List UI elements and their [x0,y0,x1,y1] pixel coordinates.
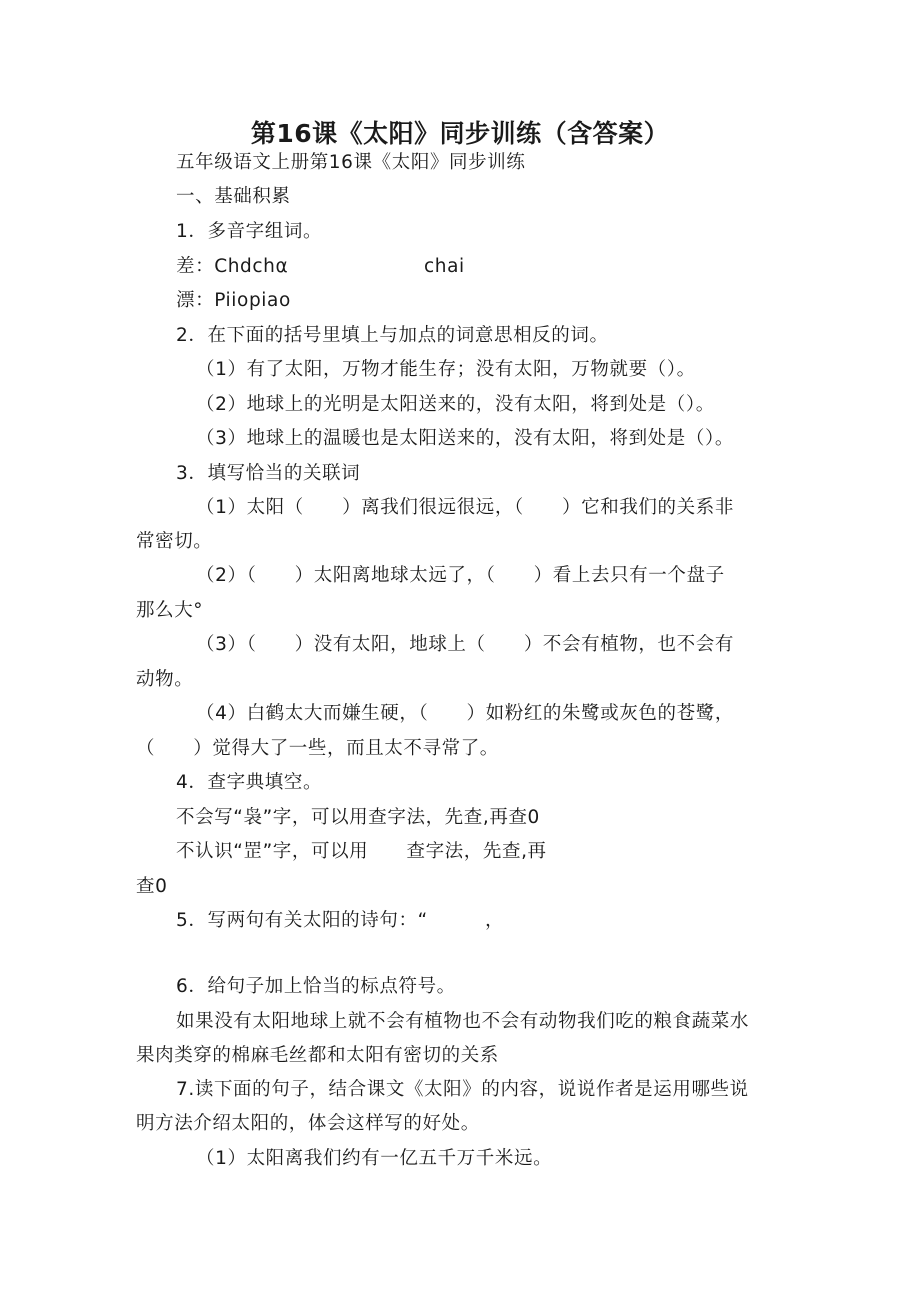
question-3-item: （4）白鹤太大而嫌生硬，（ ）如粉红的朱鹭或灰色的苍鹭， [196,703,734,724]
question-3-item: （3）（ ）没有太阳，地球上（ ）不会有植物，也不会有 [196,634,734,655]
question-3-item-continued: 动物。 [136,669,194,690]
question-4-heading: 4．查字典填空。 [176,772,323,793]
question-7-heading: 7.读下面的句子，结合课文《太阳》的内容，说说作者是运用哪些说 [176,1079,749,1100]
question-1-heading: 1．多音字组词。 [176,221,323,242]
question-4-line: 不认识“罡”字，可以用 查字法，先查,再 [176,841,547,862]
question-2-item: （2）地球上的光明是太阳送来的，没有太阳，将到处是（）。 [196,394,715,415]
question-7-heading-continued: 明方法介绍太阳的，体会这样写的好处。 [136,1113,480,1134]
question-4-line: 查0 [136,876,168,897]
question-1-piao: 漂：Piiopiao [176,290,291,311]
question-1-cha: 差：Chdchα [176,256,289,277]
page-title: 第16课《太阳》同步训练（含答案） [250,119,670,148]
question-3-item-continued: 那么大° [136,600,204,621]
question-2-item: （1）有了太阳，万物才能生存；没有太阳，万物就要（）。 [196,359,696,380]
question-6-sentence: 如果没有太阳地球上就不会有植物也不会有动物我们吃的粮食蔬菜水 [176,1011,750,1032]
question-3-item: （2）（ ）太阳离地球太远了，（ ）看上去只有一个盘子 [196,565,725,586]
question-4-line: 不会写“袅”字，可以用查字法，先查,再查0 [176,807,540,828]
question-3-item-continued: 常密切。 [136,531,213,552]
question-5-heading: 5．写两句有关太阳的诗句：“ ， [176,910,505,931]
question-2-heading: 2．在下面的括号里填上与加点的词意思相反的词。 [176,325,609,346]
question-6-sentence: 果肉类穿的棉麻毛丝都和太阳有密切的关系 [136,1045,499,1066]
question-7-item: （1）太阳离我们约有一亿五千万千米远。 [196,1148,553,1169]
question-3-item: （1）太阳（ ）离我们很远很远，（ ）它和我们的关系非 [196,497,734,518]
section-heading: 一、基础积累 [176,186,291,207]
question-3-heading: 3．填写恰当的关联词 [176,463,361,484]
question-1-chai: chai [424,256,465,277]
question-6-heading: 6．给句子加上恰当的标点符号。 [176,976,456,997]
question-2-item: （3）地球上的温暖也是太阳送来的，没有太阳，将到处是（）。 [196,428,734,449]
subtitle: 五年级语文上册第16课《太阳》同步训练 [176,152,526,173]
question-3-item-continued: （ ）觉得大了一些，而且太不寻常了。 [136,738,499,759]
